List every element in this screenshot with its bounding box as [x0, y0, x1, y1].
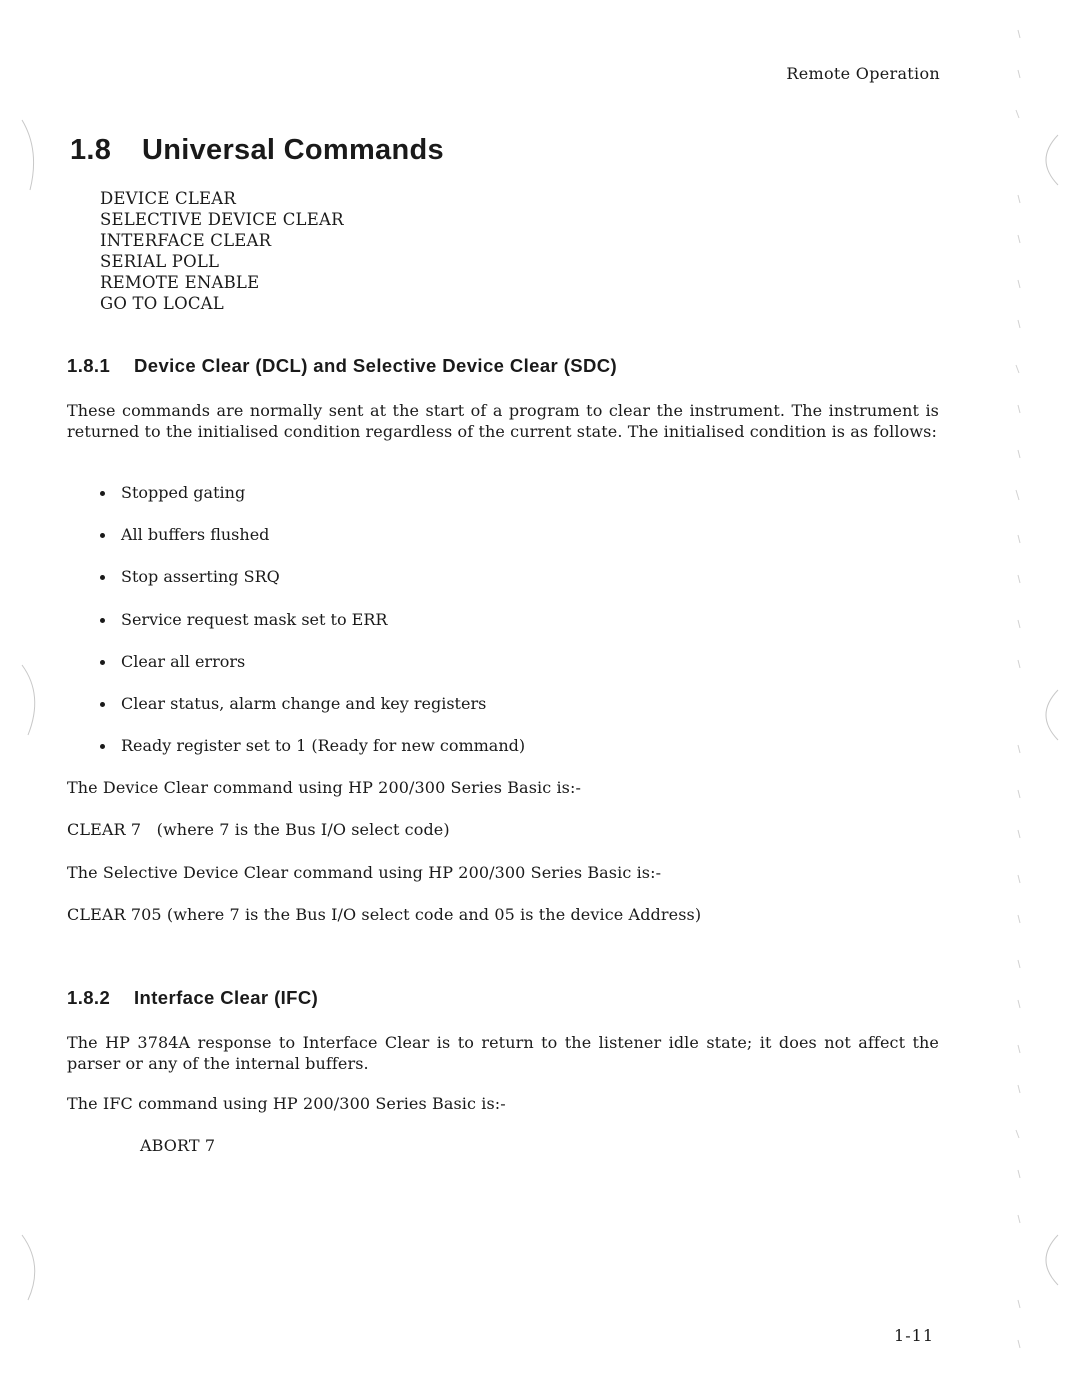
condition-item: [98, 693, 525, 735]
condition-item: [98, 524, 525, 566]
command-item: SERIAL POLL: [100, 252, 220, 271]
scan-binding-marks-right: [1000, 0, 1080, 1397]
dcl-example: CLEAR 7 (where 7 is the Bus I/O select code): [67, 820, 450, 839]
sdc-note: The Selective Device Clear command using HP 200/300 Series Basic is:-: [67, 863, 662, 882]
sdc-example: CLEAR 705 (where 7 is the Bus I/O select code and 05 is the device Address): [67, 905, 702, 924]
condition-text: Stopped gating: [121, 483, 246, 502]
bullet-icon: [100, 533, 105, 538]
page-number: 1-11: [894, 1326, 934, 1345]
ifc-paragraph: The HP 3784A response to Interface Clear is to return to the listener idle state; it does not affect the parser or any of the internal buffers.: [67, 1033, 939, 1073]
condition-item: [98, 735, 525, 777]
command-item: INTERFACE CLEAR: [100, 231, 272, 250]
dcl-intro-paragraph: These commands are normally sent at the start of a program to clear the instrument. The instrument is returned to the initialised condition regardless of the current state. The initialised condition is as follows:: [67, 401, 939, 441]
subsection-number: 1.8.2: [67, 987, 111, 1008]
section-title: Universal Commands: [142, 134, 444, 166]
bullet-icon: [100, 702, 105, 707]
command-item: SELECTIVE DEVICE CLEAR: [100, 210, 344, 229]
condition-item: [98, 566, 525, 608]
initialised-conditions-list: [98, 482, 525, 777]
condition-text: Clear all errors: [121, 651, 246, 671]
command-item: GO TO LOCAL: [100, 294, 224, 313]
subsection-number: 1.8.1: [67, 355, 111, 376]
ifc-note: The IFC command using HP 200/300 Series Basic is:-: [67, 1094, 506, 1113]
condition-text: Ready register set to 1 (Ready for new command): [121, 736, 526, 756]
running-header: Remote Operation: [786, 64, 940, 83]
subsection-heading-dcl: [67, 355, 617, 377]
condition-text: Stop asserting SRQ: [121, 567, 280, 587]
universal-commands-list: [100, 188, 344, 314]
condition-text: Clear status, alarm change and key registers: [121, 693, 487, 713]
bullet-icon: [100, 618, 105, 623]
bullet-icon: [100, 491, 105, 496]
command-item: DEVICE CLEAR: [100, 189, 236, 208]
subsection-heading-ifc: [67, 987, 318, 1009]
condition-item: [98, 482, 525, 524]
bullet-icon: [100, 575, 105, 580]
scan-binding-marks-left: [0, 0, 60, 1397]
condition-item: [98, 651, 525, 693]
section-heading: [70, 134, 444, 167]
section-number: 1.8: [70, 134, 112, 166]
condition-item: [98, 609, 525, 651]
subsection-title: Interface Clear (IFC): [134, 987, 319, 1008]
ifc-example: ABORT 7: [140, 1136, 216, 1155]
subsection-title: Device Clear (DCL) and Selective Device Clear (SDC): [134, 355, 618, 376]
condition-text: Service request mask set to ERR: [121, 609, 388, 629]
bullet-icon: [100, 744, 105, 749]
condition-text: All buffers flushed: [121, 525, 270, 545]
command-item: REMOTE ENABLE: [100, 273, 260, 292]
dcl-note: The Device Clear command using HP 200/300 Series Basic is:-: [67, 778, 581, 797]
bullet-icon: [100, 660, 105, 665]
